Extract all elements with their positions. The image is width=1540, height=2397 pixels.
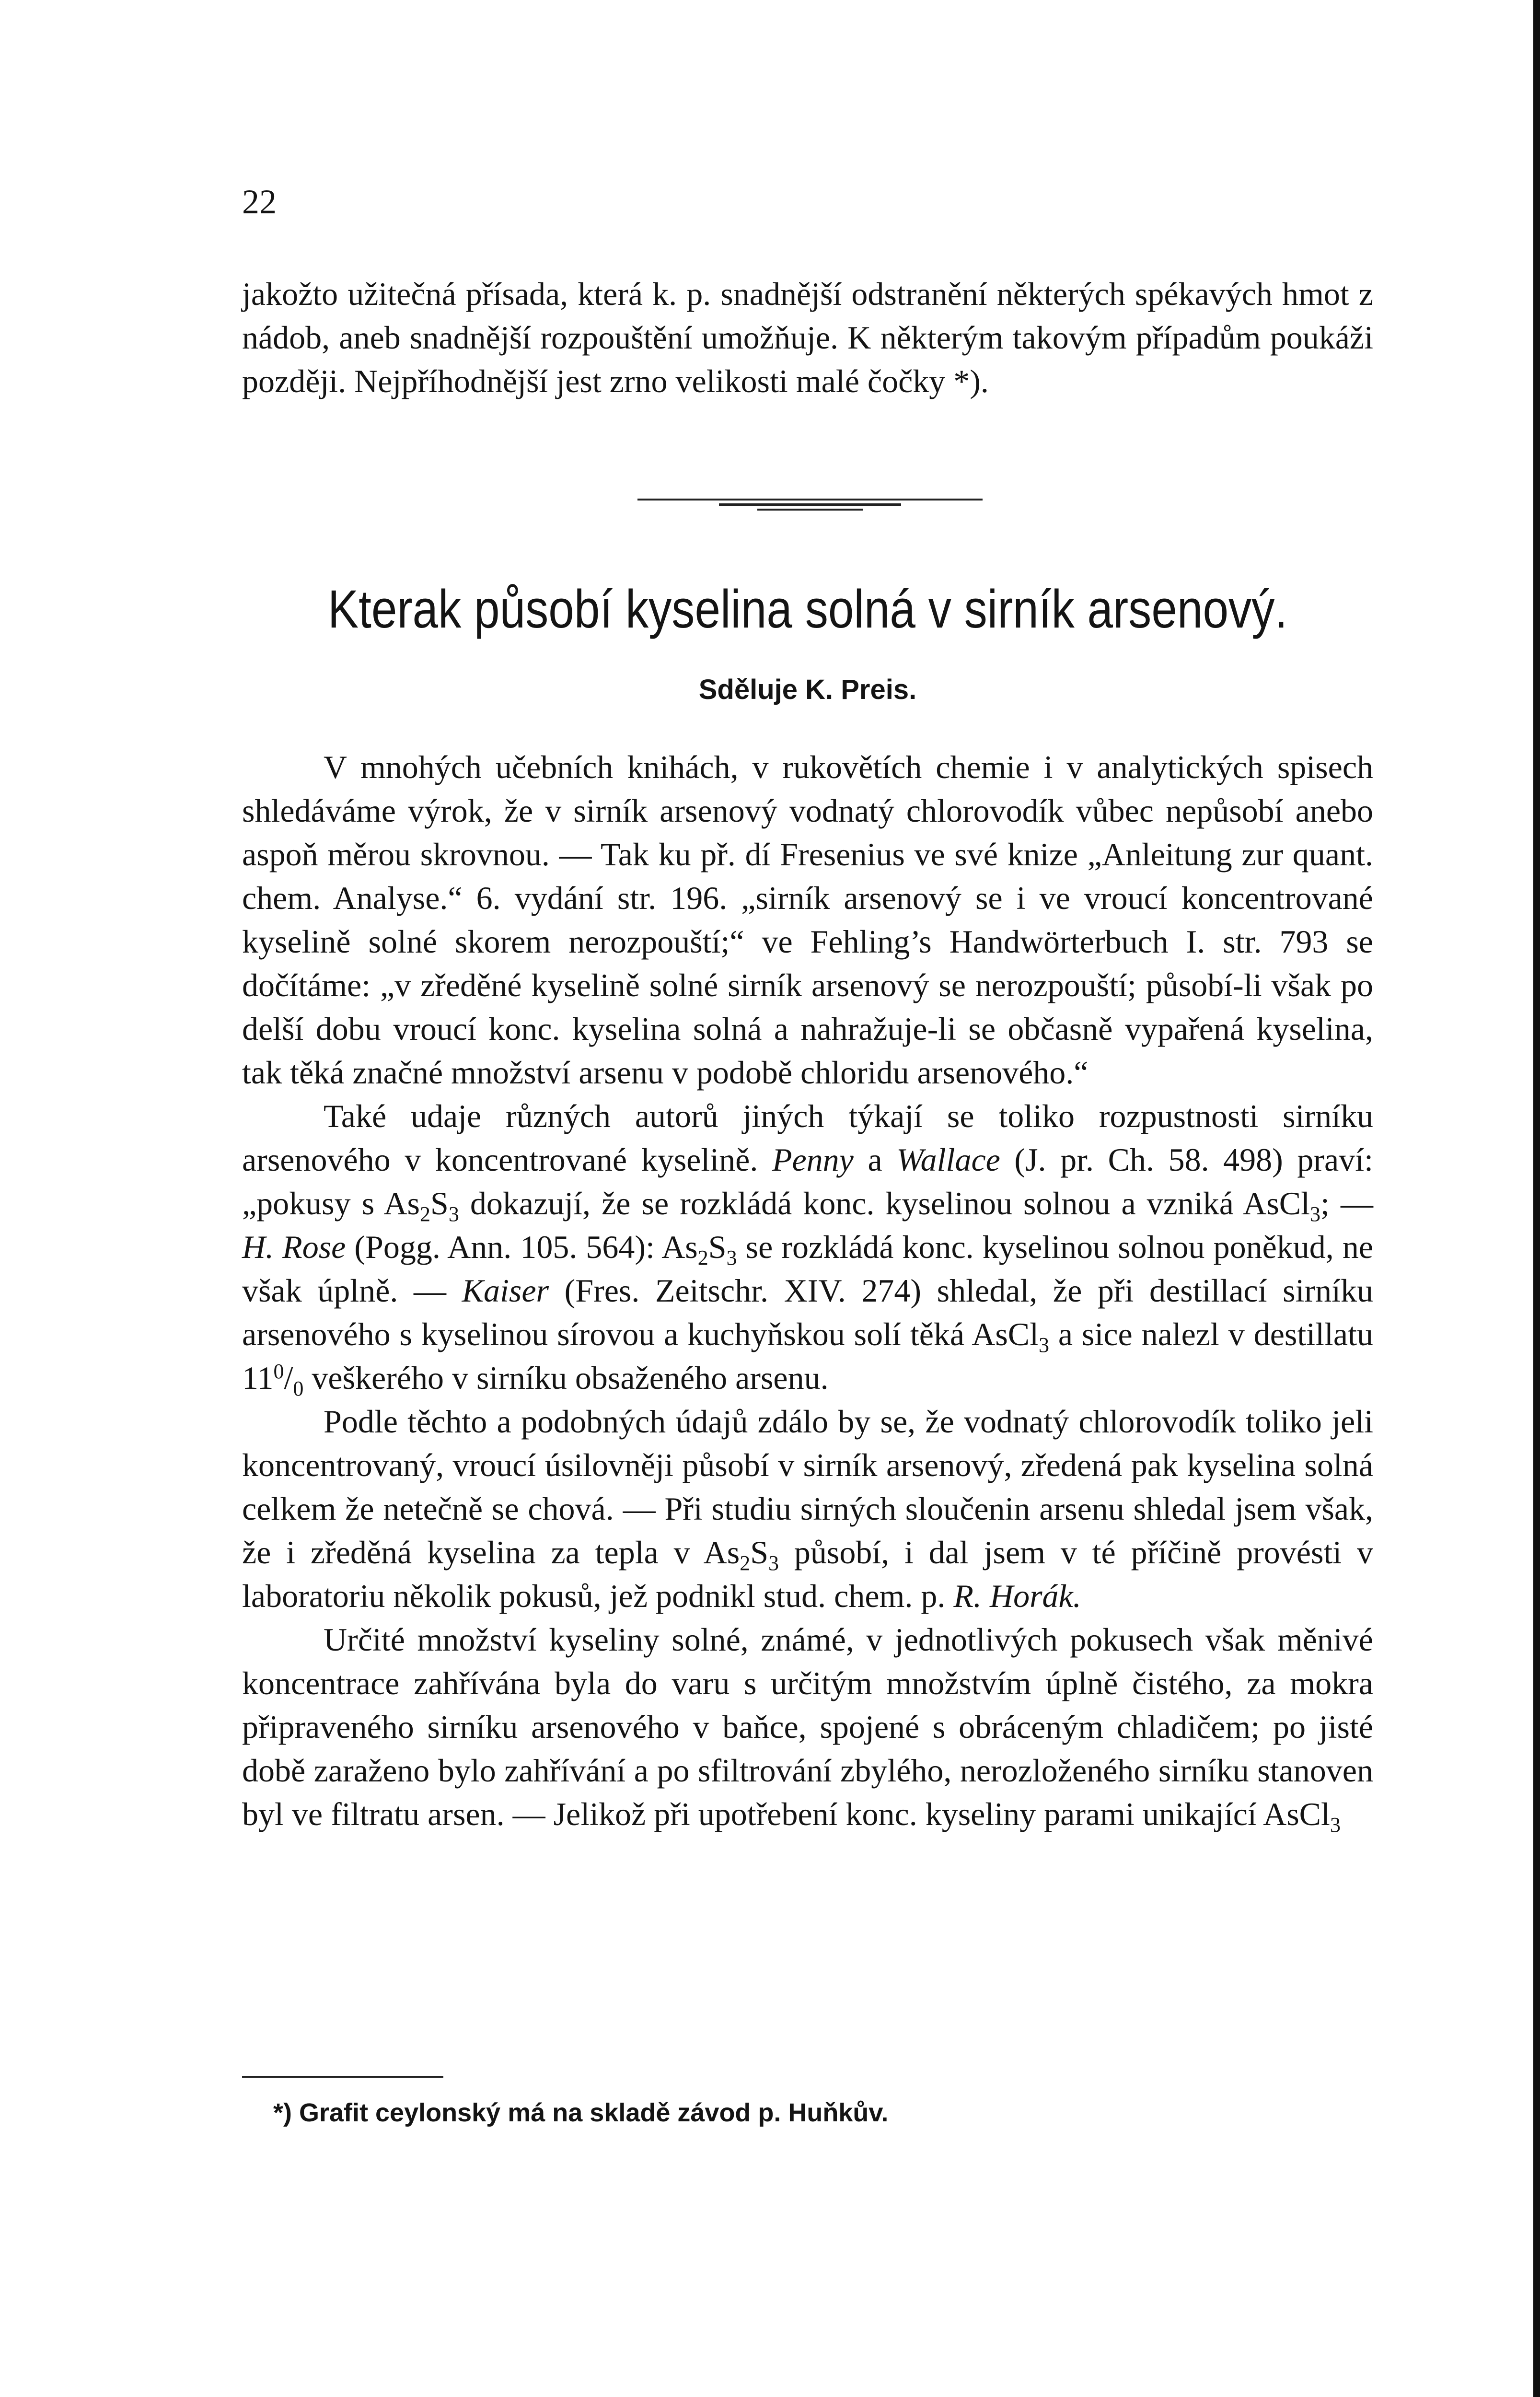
- p2-text-11: a sice nalezl v destillatu 11: [242, 1316, 1373, 1396]
- subscript: 2: [420, 1202, 431, 1226]
- subscript: 2: [740, 1551, 751, 1575]
- page-edge: [1533, 0, 1540, 2397]
- p1-text: V mnohých učebních knihách, v rukovětích chemie i v analytických spisech shledáváme výrok, že v sirník arsenový vodnatý chlorovodík vůbec nepůsobí anebo aspoň měrou skrovnou. — Tak ku př. dí Fresenius ve své knize „Anleitung zur quant. chem. Analyse.“ 6. vydání str. 196. „sirník arsenový se i ve vroucí koncentrované kyselině solné skorem nerozpouští;“ ve Fehling’s Handwörterbuch I. str. 793 se dočítáme: „v zředěné kyselině solné sirník arsenový se nerozpouští; působí-li však po delší dobu vroucí konc. kyselina solná a nahražuje-li se občasně vypařená kyselina, tak těká značné množství arsenu v podobě chloridu arsenového.“: [242, 749, 1373, 1091]
- intro-text: jakožto užitečná přísada, která k. p. snadnější odstranění některých spékavých hmot z nádob, aneb snadnější rozpouštění umožňuje. K některým takovým případům poukáži později. Nejpříhodnější jest zrno velikosti malé čočky *).: [242, 276, 1373, 399]
- p2-text-1: Také udaje různých autorů jiných týkají se toliko rozpustnosti sirníku arsenového v koncentrované kyselině.: [242, 1098, 1373, 1178]
- p2-text-9: se rozkládá konc. kyselinou solnou poněkud, ne však úplně. —: [242, 1229, 1374, 1309]
- author-rose: H. Rose: [242, 1229, 346, 1265]
- author-penny: Penny: [772, 1141, 854, 1178]
- subscript: 3: [726, 1246, 737, 1269]
- paragraph-4: [242, 1618, 1373, 1836]
- paragraph-1: [242, 745, 1373, 1094]
- article-byline: Sděluje K. Preis.: [698, 674, 917, 705]
- p3-text-2: S: [750, 1534, 769, 1571]
- intro-paragraph: [242, 272, 1373, 403]
- p4-text-1: Určité množství kyseliny solné, známé, v jednotlivých pokusech však měnivé koncentrace zahřívána byla do varu s určitým množstvím úplně čistého, za mokra připraveného sirníku arsenového v baňce, spojené s obráceným chladičem; po jisté době zaraženo bylo zahřívání a po sfiltrování zbylého, nerozloženého sirníku stanoven byl ve filtratu arsen. — Jelikož při upotřebení konc. kyseliny parami unikající AsCl: [242, 1621, 1373, 1832]
- p3-text-1: Podle těchto a podobných údajů zdálo by se, že vodnatý chlorovodík toliko jeli koncentrovaný, vroucí úsilovněji působí v sirník arsenový, zředená pak kyselina solná celkem že netečně se chová. — Při studiu sirných sloučenin arsenu shledal jsem však, že i zředěná kyselina za tepla v As: [242, 1403, 1373, 1571]
- superscript: 0: [273, 1360, 284, 1383]
- ornament-rule-middle: [719, 503, 901, 506]
- author-kaiser: Kaiser: [462, 1272, 549, 1309]
- subscript: 3: [768, 1551, 779, 1575]
- page-number: 22: [242, 183, 277, 221]
- subscript: 3: [1039, 1333, 1050, 1357]
- footnote-rule: [242, 2076, 443, 2078]
- author-horak: R. Horák.: [953, 1578, 1081, 1614]
- author-wallace: Wallace: [896, 1141, 1000, 1178]
- article-body: [242, 745, 1373, 1836]
- p2-text-2: a: [868, 1141, 882, 1178]
- paragraph-3: [242, 1400, 1373, 1618]
- subscript: 0: [293, 1377, 304, 1400]
- subscript: 3: [448, 1202, 459, 1226]
- subscript: 2: [697, 1246, 708, 1269]
- paragraph-2: [242, 1094, 1373, 1400]
- subscript: 3: [1310, 1202, 1321, 1226]
- ornament-rule-bottom: [757, 509, 863, 511]
- p2-text-4: S: [430, 1185, 449, 1222]
- p2-text-13: veškerého v sirníku obsaženého arsenu.: [312, 1360, 829, 1396]
- p2-text-12: /: [284, 1360, 293, 1396]
- p2-text-10: (Fres. Zeitschr. XIV. 274) shledal, že při destillací sirníku arsenového s kyselinou sírovou a kuchyňskou solí těká AsCl: [242, 1272, 1374, 1352]
- ornament-rule-top: [637, 499, 983, 500]
- footnote: *) Grafit ceylonský má na skladě závod p. Huňkův.: [273, 2098, 889, 2127]
- p2-text-5: dokazují, že se rozkládá konc. kyselinou solnou a vzniká AsCl: [470, 1185, 1310, 1222]
- section-ornament: [637, 494, 983, 513]
- p2-text-6: ; —: [1320, 1185, 1373, 1222]
- article-title: Kterak působí kyselina solná v sirník arsenový.: [327, 579, 1288, 639]
- subscript: 3: [1330, 1813, 1341, 1837]
- p2-text-3: (J. pr. Ch. 58. 498) praví: „pokusy s As: [242, 1141, 1374, 1222]
- p3-text-3: působí, i dal jsem v té příčině provésti v laboratoriu několik pokusů, jež podnikl stud. chem. p.: [242, 1534, 1373, 1614]
- p2-text-8: S: [708, 1229, 727, 1265]
- p2-text-7: (Pogg. Ann. 105. 564): As: [354, 1229, 698, 1265]
